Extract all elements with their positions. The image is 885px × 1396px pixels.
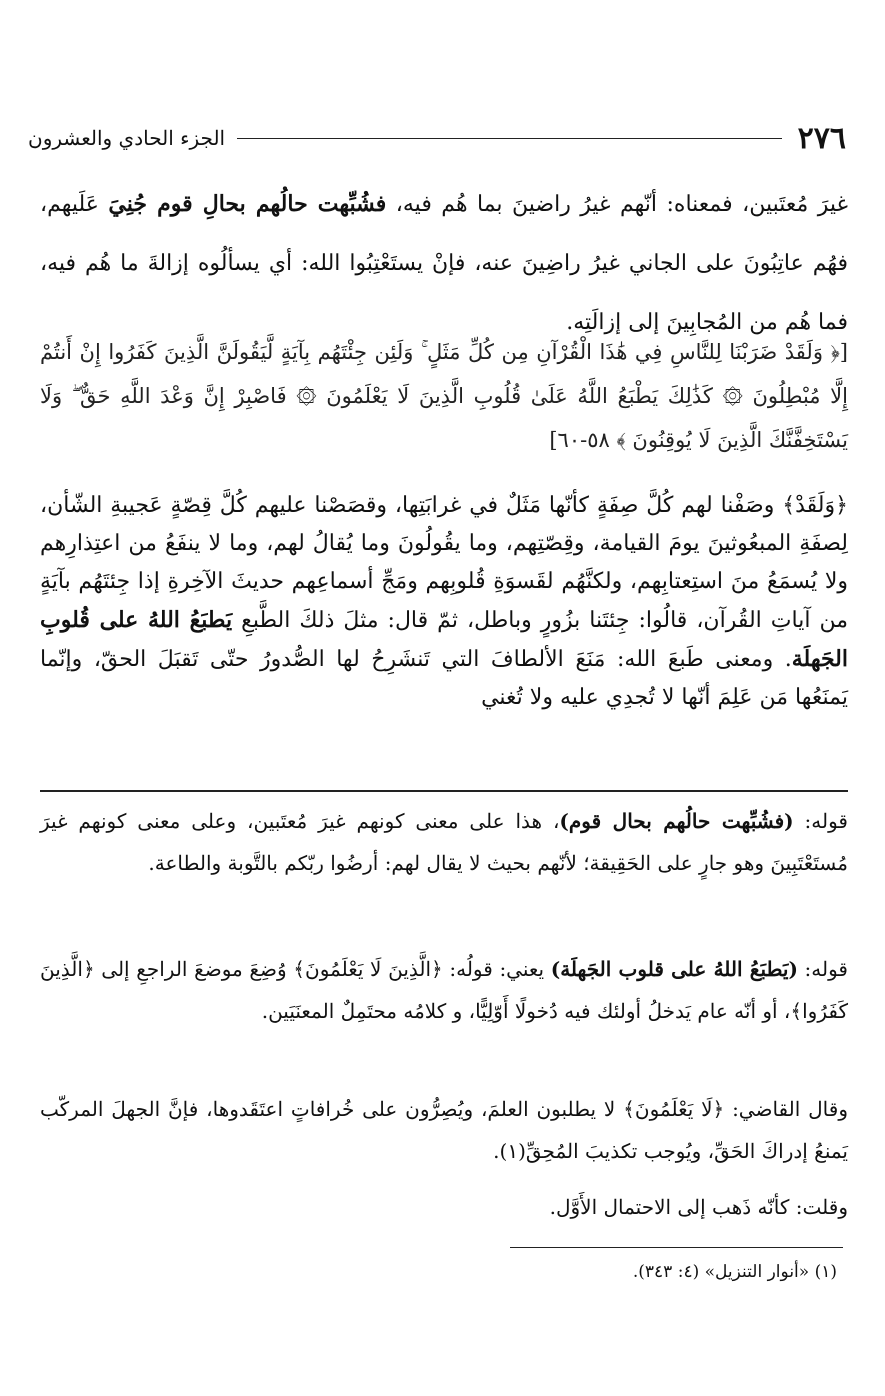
gloss-bold: (يَطبَعُ اللهُ على قلوب الجَهلَة) bbox=[550, 957, 798, 981]
main-paragraph-text-2: عَلَيهم، فهُم عاتِبُونَ على الجاني غيرُ راضِينَ عنه، فإنْ يستَعْتِبُوا الله: أي يسألُوه إزالةَ ما هُم فيه، فما هُم من المُجابِينَ إلى إزالَتِه. bbox=[40, 192, 848, 335]
verse-text: [﴿ وَلَقَدْ ضَرَبْنَا لِلنَّاسِ فِي هَٰذَا الْقُرْآنِ مِن كُلِّ مَثَلٍ ۚ وَلَئِن جِئْتَهُم بِآيَةٍ لَّيَقُولَنَّ الَّذِينَ كَفَرُوا إِنْ أَنتُمْ إِلَّا مُبْطِلُونَ ۞ كَذَٰلِكَ يَطْبَعُ اللَّهُ عَلَىٰ قُلُوبِ الَّذِينَ لَا يَعْلَمُونَ ۞ فَاصْبِرْ إِنَّ وَعْدَ اللَّهِ حَقٌّ ۖ وَلَا يَسْتَخِفَّنَّكَ الَّذِينَ لَا يُوقِنُونَ ﴾ ٥٨-٦٠] bbox=[40, 340, 848, 452]
section-divider bbox=[40, 790, 848, 792]
commentary-paragraph bbox=[40, 487, 848, 717]
page-header bbox=[28, 118, 846, 158]
commentary-text-2: . ومعنى طَبعَ الله: مَنَعَ الألطافَ التي تَنشَرِحُ لها الصُّدورُ حتّى تَقبَلَ الحقّ، وإنّما يَمنَعُها مَن عَلِمَ أنّها لا تُجدِي عليه ولا تُغني bbox=[40, 647, 848, 710]
gloss-paragraph bbox=[40, 1088, 848, 1172]
gloss-text: وقال القاضي: ﴿لَا يَعْلَمُونَ﴾ لا يطلبون العلمَ، ويُصِرُّون على خُرافاتٍ اعتَقَدوها، فإنَّ الجهلَ المركّب يَمنعُ إدراكَ الحَقِّ، ويُوجب تكذيبَ المُحِقِّ(١). bbox=[40, 1097, 848, 1163]
main-paragraph-bold: فشُبِّهت حالُهم بحالِ قوم جُنِيَ bbox=[108, 191, 387, 217]
main-paragraph bbox=[40, 175, 848, 352]
gloss-bold: (فشُبِّهت حالُهم بحال قوم) bbox=[559, 809, 794, 833]
main-paragraph-text: غيرَ مُعتَبين، فمعناه: أنّهم غيرُ راضينَ بما هُم فيه، bbox=[386, 192, 848, 217]
gloss-paragraph bbox=[40, 800, 848, 884]
footnote: (١) «أنوار التنزيل» (٤: ٣٤٣). bbox=[632, 1262, 837, 1282]
gloss-text: يعني: قولُه: ﴿الَّذِينَ لَا يَعْلَمُونَ﴾ وُضِعَ موضعَ الراجعِ إلى ﴿الَّذِينَ كَفَرُوا﴾، أو أنّه عام يَدخلُ أولئك فيه دُخولًا أَوّلِيًّا، و كلامُه محتَمِلٌ المعنَيَين. bbox=[40, 957, 848, 1023]
running-title: الجزء الحادي والعشرون bbox=[28, 126, 226, 150]
gloss-lead: قوله: bbox=[793, 809, 848, 833]
gloss-text: ، هذا على معنى كونهم غيرَ مُعتَبين، وعلى معنى كونهم غيرَ مُستَعْتَبِينَ وهو جارٍ على الحَقِيقة؛ لأنّهم بحيث لا يقال لهم: أرضُوا ربّكم بالتَّوبة والطاعة. bbox=[40, 809, 848, 875]
quran-verse-block bbox=[40, 330, 848, 462]
gloss-lead: قوله: bbox=[797, 957, 848, 981]
commentary-text: ﴿وَلَقَدْ﴾ وصَفْنا لهم كُلَّ صِفَةٍ كأنّها مَثَلٌ في غرابَتِها، وقصَصْنا عليهم كُلَّ قِصّةٍ عَجيبةِ الشّأن، لِصفَةِ المبعُوثينَ يومَ القيامة، وقِصّتِهم، وما يقُولُونَ وما يُقالُ لهم، وما لا ينفَعُ من اعتِذارِهم ولا يُسمَعُ منَ استِعتابِهم، ولكنَّهُم لقَسوَةِ قُلوبِهم ومَجِّ أسماعِهم حديثَ الآخِرةِ إذا جِئتَهُم بآيَةٍ من آياتِ القُرآن، قالُوا: جِئتَنا بزُورٍ وباطل، ثمّ قال: مثلَ ذلكَ الطَّبعِ bbox=[40, 493, 849, 633]
footnote-rule bbox=[510, 1247, 843, 1248]
commentary-bold: يَطبَعُ اللهُ على قُلوبِ الجَهلَة bbox=[40, 607, 848, 672]
gloss-paragraph bbox=[40, 1186, 848, 1228]
page-number: ٢٧٦ bbox=[797, 120, 846, 156]
gloss-paragraph bbox=[40, 948, 848, 1032]
header-rule bbox=[237, 138, 782, 139]
gloss-text: وقلت: كأنّه ذَهب إلى الاحتمال الأَوَّل. bbox=[549, 1195, 848, 1219]
